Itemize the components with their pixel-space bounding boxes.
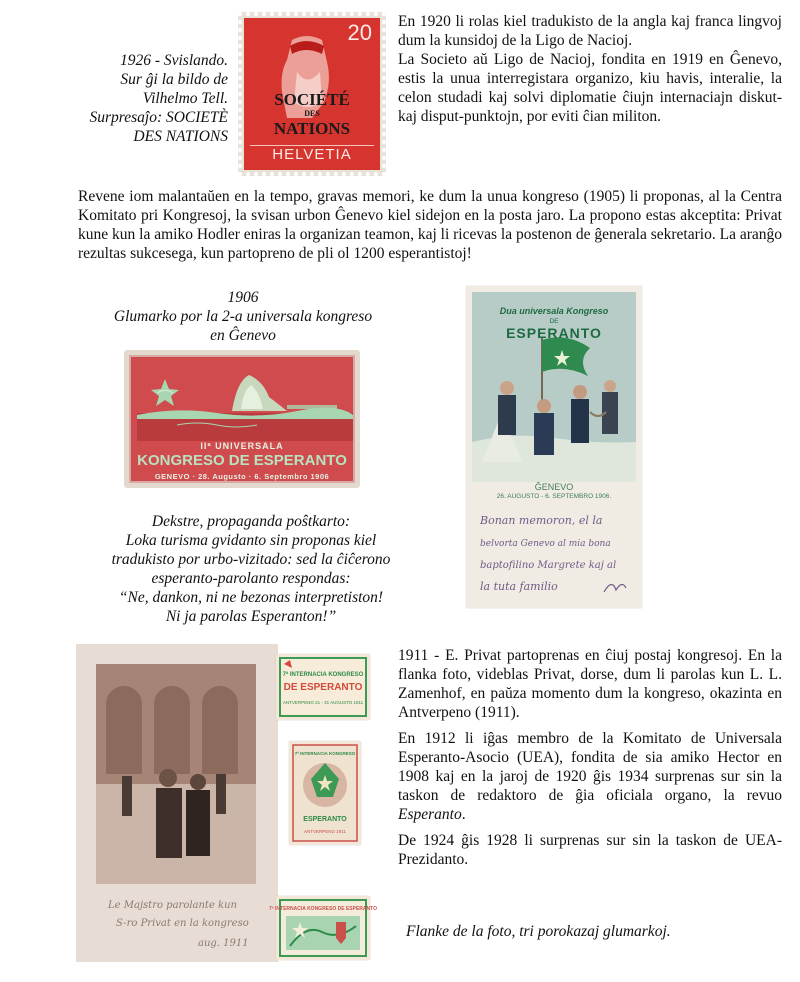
caption-postcard [86, 512, 416, 626]
postcard-geneva-1906 [466, 286, 642, 608]
postcard-city: ĜENEVO [534, 482, 574, 492]
glumarko-antverpeno-3 [269, 896, 377, 960]
glumarko-text: 7ª INTERNACIA KONGRESO [282, 672, 364, 678]
glumarko-text: ANTVERPENO 1911 [304, 829, 346, 834]
paragraph-first-congress [78, 187, 782, 263]
stamp-country: HELVETIA [250, 145, 374, 166]
vignette-line1: IIª UNIVERSALA [200, 441, 284, 451]
handwriting-line: la tuta familio [480, 580, 558, 593]
caption-line: 1926 - Svislando. [119, 52, 228, 69]
caption-line: Dekstre, propaganda poŝtkarto: [151, 513, 351, 530]
glumarko-text: 7ª INTERNACIA KONGRESO DE ESPERANTO [269, 906, 377, 912]
caption-line: Loka turisma gvidanto sin proponas kiel [125, 532, 377, 549]
stamp-helvetia-societe-des-nations [238, 12, 386, 176]
vignette-line3: GENEVO · 28. Augusto · 6. Septembro 1906 [154, 472, 330, 481]
geneva-lake-scene-icon [137, 363, 353, 441]
glumarko-design-1 [276, 654, 370, 720]
inscription-line: aug. 1911 [198, 938, 249, 949]
glumarko-antverpeno-2 [289, 741, 361, 845]
inscription-line: Le Majstro parolante kun [108, 900, 237, 911]
postcard-illustration [472, 292, 636, 482]
caption-line: “Ne, dankon, ni ne bezonas interpretiston! [118, 589, 384, 606]
postcard-title-line3: ESPERANTO [506, 325, 602, 341]
photo-oval [96, 664, 256, 884]
handwriting-line: belvorta Genevo al mia bona [480, 539, 611, 549]
text-league-of-nations: La Societo aŭ Ligo de Nacioj, fondita en 1919 en Ĝenevo, estis la unua interregistara organizo, kiu havis, interalie, la celon studadi kaj solvi diplomatie ĉiujn internaciajn diskut- kaj disput-punktojn, por eviti ĉian militon. [398, 51, 782, 125]
vignette-geneva-1906 [124, 350, 360, 488]
caption-glumarkoj [406, 922, 786, 941]
paragraph-1911 [398, 646, 782, 869]
caption-line: Vilhelmo Tell. [142, 90, 228, 107]
caption-line: Sur ĝi la bildo de [120, 71, 228, 88]
glumarko-design-3 [269, 896, 377, 960]
text-uea-main: En 1912 li iĝas membro de la Komitato de Universala Esperanto-Asocio (UEA), fondita de sia amiko Hector en 1908 kaj en la jaroj de 1920 ĝis 1934 surprenas sur sin la taskon de redaktoro de ĝia oficiala organo, la revuo [398, 730, 782, 804]
postcard-handwriting [476, 510, 636, 604]
text-revuo-title: Esperanto [398, 806, 462, 823]
caption-line: en Ĝenevo [210, 327, 276, 344]
postcard-title-line2: DE [549, 318, 559, 325]
courtyard-scene-icon [96, 664, 256, 884]
overprint-nations: NATIONS [273, 119, 351, 138]
glumarko-text: ANTVERPENO 21 - 31 AUGUSTO 1911 [282, 700, 364, 705]
glumarko-design-2 [289, 741, 361, 845]
overprint-societe: SOCIÉTÉ [274, 90, 350, 109]
caption-1926 [28, 51, 228, 146]
caption-line: DES NATIONS [133, 128, 228, 145]
glumarko-antverpeno-1 [276, 654, 370, 720]
handwriting-line: baptofilino Margrete kaj al [480, 560, 617, 571]
caption-line: Glumarko por la 2-a universala kongreso [113, 308, 373, 325]
postcard-dates: 26. AUGUSTO - 6. SEPTEMBRO 1906. [496, 493, 612, 500]
text-antverpeno: 1911 - E. Privat partoprenas en ĉiuj postaj kongresoj. En la flanka foto, videblas Privat, dorse, dum li parolas kun L. L. Zamenhof, en paŭza momento dum la kongreso, okazinta en Antverpeno (1911). [398, 647, 782, 721]
text-uea-komitato: En 1912 li iĝas membro de la Komitato de Universala Esperanto-Asocio (UEA), fondita de sia amiko Hector en 1908 kaj en la jaroj de 1920 ĝis 1934 surprenas sur sin la taskon de redaktoro de ĝia oficiala organo, la revuo Esperanto. [398, 730, 782, 823]
vignette-line2: KONGRESO DE ESPERANTO [137, 452, 347, 469]
caption-line: tradukisto por urbo-vizitado: sed la ĉiĉerono [111, 551, 391, 568]
glumarko-text: ESPERANTO [303, 816, 347, 823]
overprint-des: DES [304, 109, 320, 118]
glumarko-text: 7ª INTERNACIA KONGRESO [294, 751, 356, 756]
handwriting-line: Bonan memoron, el la [480, 514, 603, 527]
inscription-line: S-ro Privat en la kongreso [116, 918, 249, 929]
caption-line: Ni ja parolas Esperanton!” [165, 608, 337, 625]
caption-line: esperanto-parolanto respondas: [151, 570, 351, 587]
paragraph-1920 [398, 12, 782, 126]
caption-line: 1906 [227, 289, 259, 306]
caption-1906 [84, 288, 402, 345]
photo-inscription [98, 892, 268, 956]
text-uea-prezidanto: De 1924 ĝis 1928 li surprenas sur sin la taskon de UEA-Prezidanto. [398, 832, 782, 868]
caption-line: Surpresaĵo: SOCIETÈ [89, 109, 228, 126]
stamp-denomination: 20 [347, 20, 372, 45]
text-geneva-proposal: Revene iom malantaŭen en la tempo, gravas memori, ke dum la unua kongreso (1905) li proponas, al la Centra Komitato pri Kongresoj, la svisan urbon Ĝenevo kiel sidejon en la posta jaro. La propono estas akceptita: Privat kune kun la amiko Hodler eniras la organizan teamon, kaj li ricevas la postenon de ĝenerala sekretario. La aranĝo rezultas sukcesega, kun partopreno de pli ol 1200 esperantistoj! [78, 188, 782, 262]
text-1920-translator: En 1920 li rolas kiel tradukisto de la angla kaj franca lingvoj dum la kunsidoj de la Ligo de Nacioj. [398, 13, 782, 49]
photo-zamenhof-privat-1911 [76, 644, 278, 962]
caption-line: Flanke de la foto, tri porokazaj glumarkoj. [406, 923, 671, 940]
glumarko-text: DE ESPERANTO [283, 682, 363, 693]
postcard-title-line1: Dua universala Kongreso [499, 306, 609, 316]
